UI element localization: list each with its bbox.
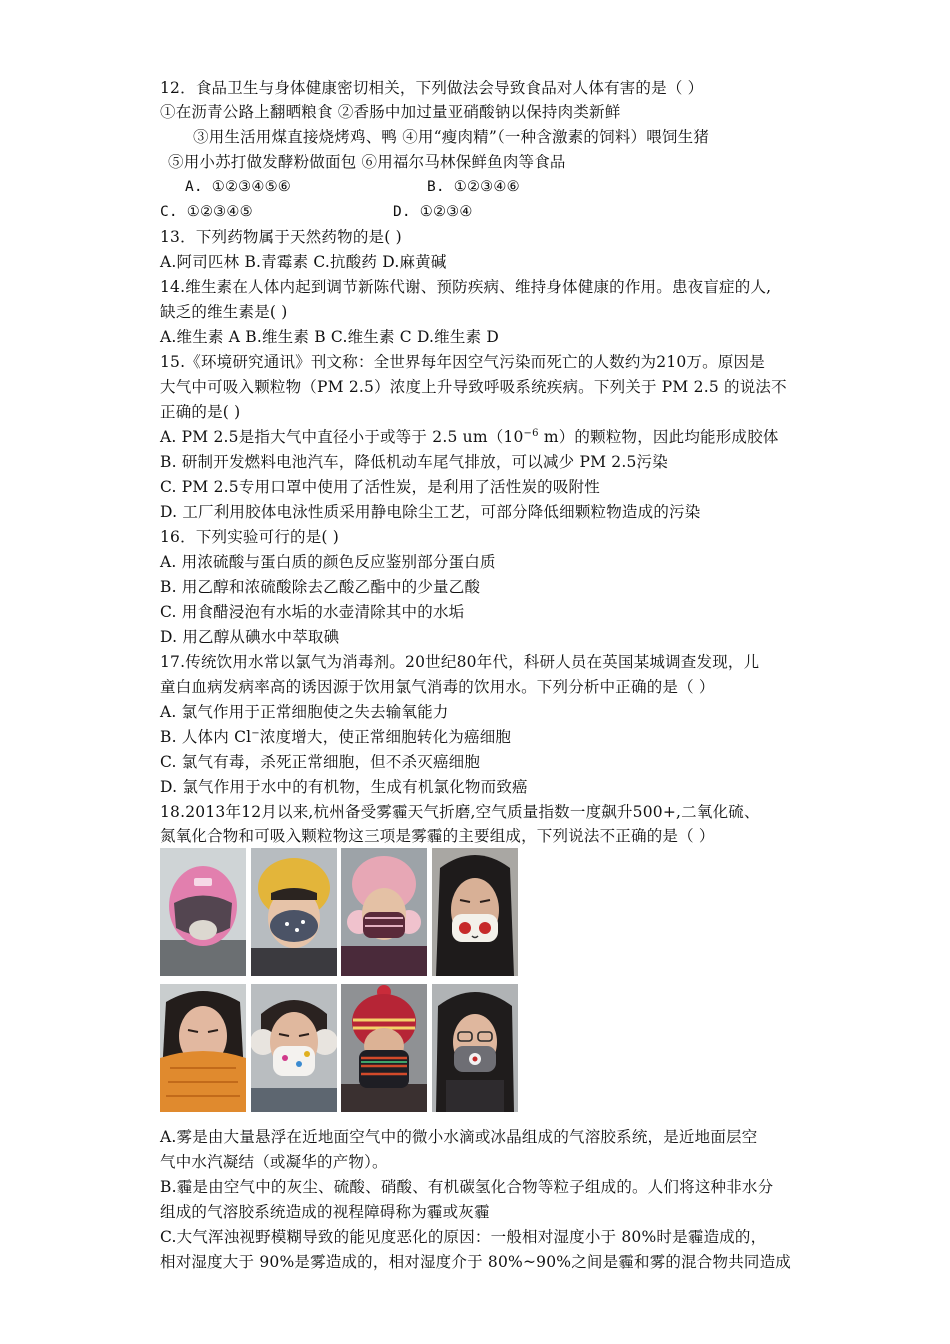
- q12-option-d: D. ①②③④: [393, 204, 473, 220]
- q16-option-a: A. 用浓硫酸与蛋白质的颜色反应鉴别部分蛋白质: [160, 553, 496, 571]
- photo-grey-mask-glasses: [432, 984, 518, 1112]
- q17-option-b: [160, 725, 511, 750]
- q18-stem-line2: 氮氧化合物和可吸入颗粒物这三项是雾霾的主要组成，下列说法不正确的是（ ）: [160, 827, 715, 845]
- q12-items-line3: ⑤用小苏打做发酵粉做面包 ⑥用福尔马林保鲜鱼肉等食品: [168, 153, 566, 171]
- q13-stem: 13．下列药物属于天然药物的是( ): [160, 228, 402, 246]
- q18-option-a-line2: 气中水汽凝结（或凝华的产物）。: [160, 1153, 388, 1171]
- q17-option-b-charge: −: [251, 727, 260, 739]
- q15-option-a: [160, 425, 779, 450]
- q17-stem-line1: 17.传统饮用水常以氯气为消毒剂。20世纪80年代，科研人员在英国某城调查发现，儿: [160, 653, 760, 671]
- q16-option-d: D. 用乙醇从碘水中萃取碘: [160, 628, 340, 646]
- q16-stem: 16．下列实验可行的是( ): [160, 528, 340, 546]
- q15-option-d: D. 工厂利用胶体电泳性质采用静电除尘工艺，可部分降低细颗粒物造成的污染: [160, 503, 701, 521]
- q12-items-line1: ①在沥青公路上翻晒粮食 ②香肠中加过量亚硝酸钠以保持肉类新鲜: [160, 103, 621, 121]
- q15-option-a-exponent: −6: [523, 427, 539, 439]
- q18-option-b-line2: 组成的气溶胶系统造成的视程障碍称为霾或灰霾: [160, 1203, 490, 1221]
- photo-earmuffs-white-mask: [251, 984, 337, 1112]
- q13-options: A.阿司匹林 B.青霉素 C.抗酸药 D.麻黄碱: [160, 253, 447, 271]
- q15-option-c: C. PM 2.5专用口罩中使用了活性炭，是利用了活性炭的吸附性: [160, 478, 600, 496]
- photo-pink-knit-hat: [341, 848, 427, 976]
- masked-faces-photo-grid: [160, 848, 518, 1112]
- q17-option-d: D. 氯气作用于水中的有机物，生成有机氯化物而致癌: [160, 778, 528, 796]
- q18-option-b-line1: B.霾是由空气中的灰尘、硫酸、硝酸、有机碳氢化合物等粒子组成的。人们将这种非水分: [160, 1178, 774, 1196]
- q18-option-c-line2: 相对湿度大于 90%是雾造成的，相对湿度介于 80%~90%之间是霾和雾的混合物共同造成: [160, 1253, 791, 1271]
- q18-option-a-line1: A.雾是由大量悬浮在近地面空气中的微小水滴或冰晶组成的气溶胶系统，是近地面层空: [160, 1128, 758, 1146]
- q15-option-b: B. 研制开发燃料电池汽车，降低机动车尾气排放，可以减少 PM 2.5污染: [160, 453, 668, 471]
- q15-option-a-text: A. PM 2.5是指大气中直径小于或等于 2.5 um（10: [160, 428, 524, 446]
- q14-stem-line1: 14.维生素在人体内起到调节新陈代谢、预防疾病、维持身体健康的作用。患夜盲症的人,: [160, 278, 772, 296]
- q12-option-c: C. ①②③④⑤: [160, 204, 253, 220]
- q12-option-b: B. ①②③④⑥: [427, 179, 520, 195]
- q16-option-b: B. 用乙醇和浓硫酸除去乙酸乙酯中的少量乙酸: [160, 578, 481, 596]
- q17-option-b-text: B. 人体内 Cl: [160, 728, 252, 746]
- q14-stem-line2: 缺乏的维生素是( ): [160, 303, 288, 321]
- q15-stem-line2: 大气中可吸入颗粒物（PM 2.5）浓度上升导致呼吸系统疾病。下列关于 PM 2.5 的说法不: [160, 378, 787, 396]
- q12-items-line2: ③用生活用煤直接烧烤鸡、鸭 ④用“瘦肉精”（一种含激素的饲料）喂饲生猪: [193, 128, 710, 146]
- photo-white-mask-red-eyes: [432, 848, 518, 976]
- q14-options: A.维生素 A B.维生素 B C.维生素 C D.维生素 D: [160, 328, 500, 346]
- q15-stem-line3: 正确的是( ): [160, 403, 241, 421]
- photo-orange-scarf: [160, 984, 246, 1112]
- q15-stem-line1: 15.《环境研究通讯》刊文称：全世界每年因空气污染而死亡的人数约为210万。原因是: [160, 353, 765, 371]
- q17-option-b-text-end: 浓度增大，使正常细胞转化为癌细胞: [259, 728, 512, 746]
- q17-stem-line2: 童白血病发病率高的诱因源于饮用氯气消毒的饮用水。下列分析中正确的是（ ）: [160, 678, 715, 696]
- q17-option-a: A. 氯气作用于正常细胞使之失去输氧能力: [160, 703, 449, 721]
- q15-option-a-text-end: m）的颗粒物，因此均能形成胶体: [538, 428, 779, 446]
- photo-red-knit-hat: [341, 984, 427, 1112]
- photo-pink-helmet: [160, 848, 246, 976]
- q17-option-c: C. 氯气有毒，杀死正常细胞，但不杀灭癌细胞: [160, 753, 481, 771]
- q12-option-a: A. ①②③④⑤⑥: [185, 179, 291, 195]
- q12-stem: 12．食品卫生与身体健康密切相关，下列做法会导致食品对人体有害的是（ ）: [160, 79, 704, 97]
- q16-option-c: C. 用食醋浸泡有水垢的水壶清除其中的水垢: [160, 603, 465, 621]
- photo-yellow-hat: [251, 848, 337, 976]
- q18-stem-line1: 18.2013年12月以来,杭州备受雾霾天气折磨,空气质量指数一度飙升500+,二氧化硫、: [160, 803, 760, 821]
- q18-option-c-line1: C.大气浑浊视野模糊导致的能见度恶化的原因：一般相对湿度小于 80%时是霾造成的，: [160, 1228, 767, 1246]
